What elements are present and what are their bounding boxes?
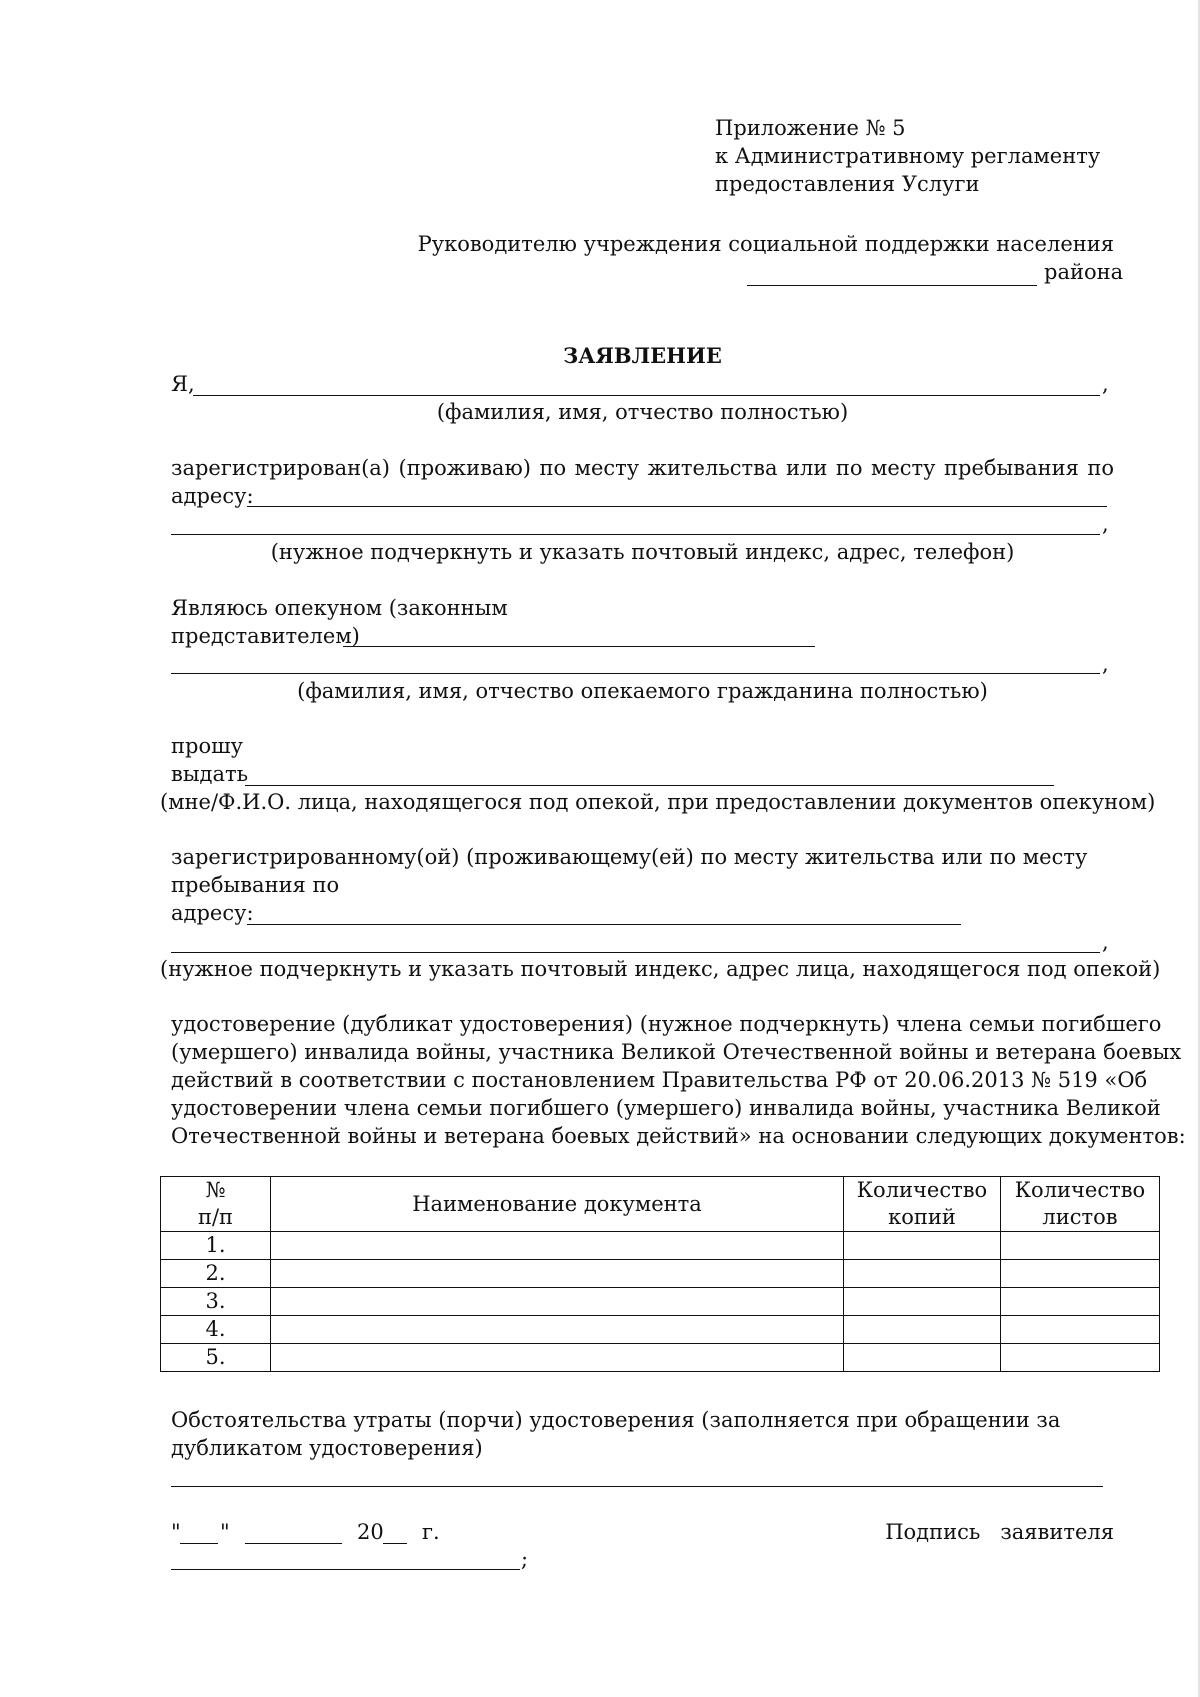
row-number: 1.: [161, 1232, 271, 1260]
row-copies-cell[interactable]: [844, 1288, 1001, 1316]
guardian-line1: Являюсь опекуном (законным: [171, 596, 508, 620]
appendix-to: к Административному регламенту: [715, 144, 1101, 168]
body-paragraph-line: Отечественной войны и ветерана боевых действий» на основании следующих документов:: [171, 1124, 1186, 1148]
body-paragraph-line: удостоверение (дубликат удостоверения) (нужное подчеркнуть) члена семьи погибшего: [171, 1012, 1162, 1036]
documents-table: [160, 1176, 1160, 1372]
signature-label: Подпись заявителя: [885, 1520, 1114, 1544]
row-document-name-cell[interactable]: [271, 1344, 844, 1372]
ward-address-hint: (нужное подчеркнуть и указать почтовый индекс, адрес лица, находящегося под опекой): [160, 957, 1161, 981]
guardian-line2: представителем): [171, 624, 360, 648]
guardian-comma: ,: [1102, 652, 1109, 676]
table-row: [161, 1260, 1160, 1288]
row-sheets-cell[interactable]: [1001, 1344, 1160, 1372]
registration-comma: ,: [1102, 512, 1109, 536]
ward-address-field-2[interactable]: [171, 952, 1100, 953]
row-sheets-cell[interactable]: [1001, 1288, 1160, 1316]
date-day-field[interactable]: [180, 1543, 218, 1544]
signature-field[interactable]: [171, 1569, 520, 1570]
row-copies-cell[interactable]: [844, 1316, 1001, 1344]
registration-address-field[interactable]: [247, 506, 1107, 507]
page-title: ЗАЯВЛЕНИЕ: [563, 343, 722, 368]
table-row: [161, 1344, 1160, 1372]
table-row: [161, 1288, 1160, 1316]
row-number: 2.: [161, 1260, 271, 1288]
appendix-number: Приложение № 5: [715, 116, 906, 140]
ward-address-comma: ,: [1102, 930, 1109, 954]
row-copies-cell[interactable]: [844, 1344, 1001, 1372]
date-year-prefix: 20: [357, 1520, 384, 1544]
header-sheets-line1: Количество: [1014, 1178, 1146, 1202]
district-field[interactable]: [747, 285, 1037, 286]
row-document-name-cell[interactable]: [271, 1232, 844, 1260]
table-header-row: [161, 1177, 1160, 1232]
addressee: Руководителю учреждения социальной поддержки населения: [417, 232, 1114, 256]
header-document-name: Наименование документа: [271, 1177, 844, 1232]
ward-name-field[interactable]: [171, 673, 1100, 674]
row-sheets-cell[interactable]: [1001, 1232, 1160, 1260]
date-year-field[interactable]: [383, 1543, 407, 1544]
row-sheets-cell[interactable]: [1001, 1316, 1160, 1344]
row-number: 4.: [161, 1316, 271, 1344]
header-copies-line2: копий: [888, 1205, 956, 1229]
ward-registration-line1: зарегистрированному(ой) (проживающему(ей) по месту жительства или по месту: [171, 845, 1088, 869]
row-document-name-cell[interactable]: [271, 1288, 844, 1316]
row-sheets-cell[interactable]: [1001, 1260, 1160, 1288]
service-name: предоставления Услуги: [715, 172, 980, 196]
body-paragraph-line: действий в соответствии с постановлением Правительства РФ от 20.06.2013 № 519 «Об: [171, 1068, 1148, 1092]
table-row: [161, 1316, 1160, 1344]
request-line1: прошу: [171, 734, 243, 758]
header-sheets: [1001, 1177, 1160, 1232]
applicant-prefix: Я,: [171, 372, 195, 396]
ward-registration-line2: пребывания по: [171, 873, 340, 897]
registration-address-label: адресу:: [171, 484, 254, 508]
body-paragraph-line: (умершего) инвалида войны, участника Великой Отечественной войны и ветерана боевых: [171, 1040, 1182, 1064]
circumstances-field[interactable]: [171, 1486, 1103, 1487]
signature-semicolon: ;: [521, 1547, 529, 1571]
registration-hint: (нужное подчеркнуть и указать почтовый индекс, адрес, телефон): [270, 540, 1015, 564]
row-document-name-cell[interactable]: [271, 1260, 844, 1288]
table-row: [161, 1232, 1160, 1260]
applicant-comma: ,: [1102, 372, 1109, 396]
request-recipient-field[interactable]: [245, 785, 1054, 786]
district-label: района: [1044, 260, 1124, 284]
request-line2: выдать: [171, 762, 249, 786]
row-document-name-cell[interactable]: [271, 1316, 844, 1344]
header-number-line1: №: [205, 1178, 226, 1202]
header-sheets-line2: листов: [1042, 1205, 1118, 1229]
row-copies-cell[interactable]: [844, 1260, 1001, 1288]
header-copies-line1: Количество: [856, 1178, 988, 1202]
row-number: 3.: [161, 1288, 271, 1316]
ward-address-label: адресу:: [171, 901, 254, 925]
ward-address-field[interactable]: [247, 924, 961, 925]
date-year-suffix: г.: [422, 1520, 440, 1544]
row-number: 5.: [161, 1344, 271, 1372]
date-month-field[interactable]: [245, 1543, 342, 1544]
header-number-line2: п/п: [197, 1205, 234, 1229]
registration-address-field-2[interactable]: [171, 534, 1100, 535]
guardian-hint: (фамилия, имя, отчество опекаемого гражданина полностью): [297, 679, 988, 703]
row-copies-cell[interactable]: [844, 1232, 1001, 1260]
registration-text: зарегистрирован(а) (проживаю) по месту жительства или по месту пребывания по: [171, 456, 1114, 480]
circumstances-line1: Обстоятельства утраты (порчи) удостоверения (заполняется при обращении за: [171, 1408, 1061, 1432]
body-paragraph-line: удостоверении члена семьи погибшего (умершего) инвалида войны, участника Великой: [171, 1096, 1161, 1120]
date-quote-close: ": [220, 1520, 230, 1544]
applicant-name-field[interactable]: [193, 395, 1100, 396]
circumstances-line2: дубликатом удостоверения): [171, 1436, 483, 1460]
date-quote-open: ": [171, 1520, 181, 1544]
guardian-field[interactable]: [343, 646, 815, 647]
header-number: [161, 1177, 271, 1232]
applicant-hint: (фамилия, имя, отчество полностью): [436, 400, 849, 424]
request-hint: (мне/Ф.И.О. лица, находящегося под опекой, при предоставлении документов опекуном): [160, 790, 1156, 814]
header-copies: [844, 1177, 1001, 1232]
